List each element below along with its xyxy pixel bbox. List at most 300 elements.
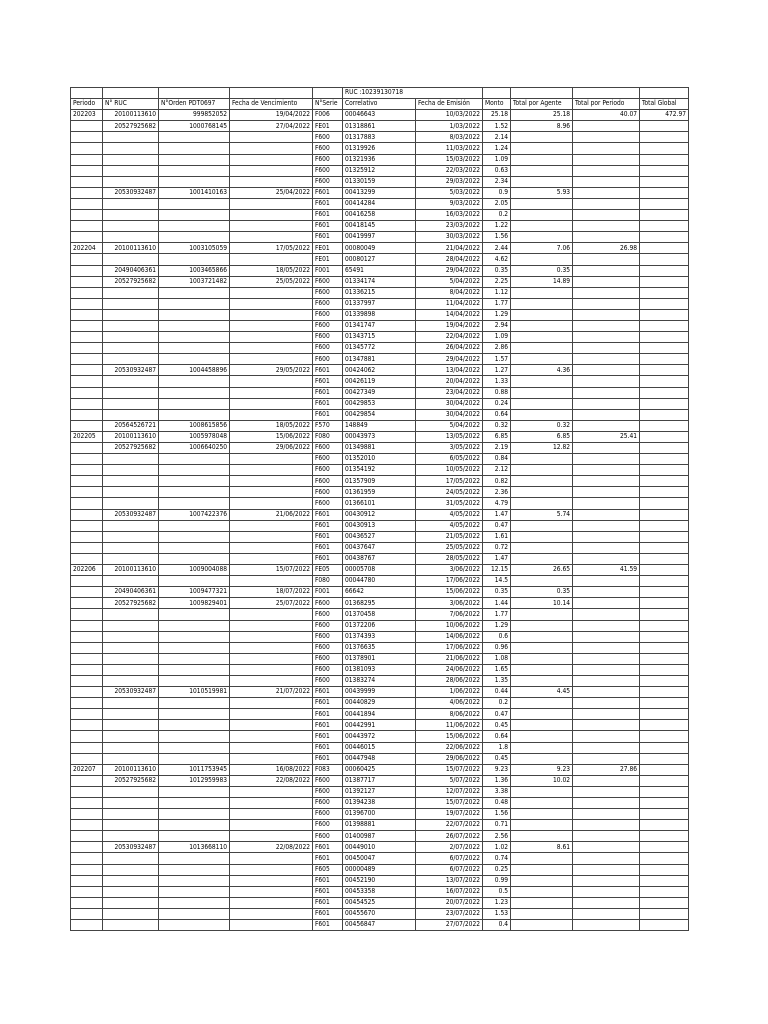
table-cell bbox=[230, 476, 313, 487]
table-cell: 11/04/2022 bbox=[416, 298, 483, 309]
table-cell: 20490406361 bbox=[103, 587, 159, 598]
table-cell: 01366101 bbox=[343, 498, 416, 509]
table-cell bbox=[573, 387, 640, 398]
table-row bbox=[71, 598, 689, 609]
table-cell: 202205 bbox=[71, 431, 103, 442]
table-cell: 00046643 bbox=[343, 110, 416, 121]
table-row bbox=[71, 664, 689, 675]
table-cell bbox=[103, 520, 159, 531]
table-cell bbox=[71, 265, 103, 276]
table-cell bbox=[159, 354, 230, 365]
table-cell bbox=[230, 176, 313, 187]
table-cell: 00000489 bbox=[343, 864, 416, 875]
table-cell: 15/03/2022 bbox=[416, 154, 483, 165]
table-cell bbox=[103, 154, 159, 165]
table-cell: F600 bbox=[313, 675, 343, 686]
table-cell: F600 bbox=[313, 276, 343, 287]
table-cell: 25/07/2022 bbox=[230, 598, 313, 609]
table-cell: F601 bbox=[313, 531, 343, 542]
table-cell: 27/07/2022 bbox=[416, 920, 483, 931]
table-cell bbox=[71, 542, 103, 553]
table-cell bbox=[159, 820, 230, 831]
table-cell bbox=[511, 609, 573, 620]
table-cell bbox=[159, 487, 230, 498]
table-cell bbox=[159, 332, 230, 343]
table-cell bbox=[511, 631, 573, 642]
table-cell bbox=[71, 132, 103, 143]
table-cell bbox=[159, 886, 230, 897]
table-cell: 22/07/2022 bbox=[416, 820, 483, 831]
table-cell: F600 bbox=[313, 487, 343, 498]
table-cell: 2.05 bbox=[483, 198, 511, 209]
table-cell: 01394238 bbox=[343, 798, 416, 809]
table-cell bbox=[640, 609, 689, 620]
table-cell bbox=[71, 698, 103, 709]
table-cell bbox=[103, 487, 159, 498]
column-header: Monto bbox=[483, 99, 511, 110]
table-cell: 1011753945 bbox=[159, 764, 230, 775]
table-cell: 0.64 bbox=[483, 731, 511, 742]
table-cell: FE01 bbox=[313, 121, 343, 132]
table-row bbox=[71, 786, 689, 797]
table-row bbox=[71, 520, 689, 531]
cell bbox=[71, 88, 103, 99]
table-cell: 14/04/2022 bbox=[416, 309, 483, 320]
table-cell: 3.38 bbox=[483, 786, 511, 797]
table-cell bbox=[511, 742, 573, 753]
column-header-row bbox=[71, 99, 689, 110]
table-cell: 00080049 bbox=[343, 243, 416, 254]
table-cell bbox=[511, 542, 573, 553]
table-cell: 21/05/2022 bbox=[416, 531, 483, 542]
table-cell bbox=[230, 698, 313, 709]
table-cell bbox=[71, 587, 103, 598]
table-row bbox=[71, 176, 689, 187]
table-cell: 1.33 bbox=[483, 376, 511, 387]
table-cell bbox=[71, 254, 103, 265]
table-cell: 00419997 bbox=[343, 232, 416, 243]
table-cell bbox=[640, 354, 689, 365]
table-cell: F600 bbox=[313, 798, 343, 809]
table-cell: 21/07/2022 bbox=[230, 687, 313, 698]
table-row bbox=[71, 454, 689, 465]
table-cell: 1009477321 bbox=[159, 587, 230, 598]
table-cell bbox=[573, 443, 640, 454]
table-row bbox=[71, 809, 689, 820]
table-cell: 0.84 bbox=[483, 454, 511, 465]
table-cell bbox=[573, 531, 640, 542]
table-cell bbox=[511, 287, 573, 298]
table-cell bbox=[230, 287, 313, 298]
table-cell bbox=[640, 831, 689, 842]
table-cell: 21/06/2022 bbox=[230, 509, 313, 520]
table-row bbox=[71, 487, 689, 498]
table-cell bbox=[71, 920, 103, 931]
table-cell bbox=[230, 198, 313, 209]
table-cell: 40.07 bbox=[573, 110, 640, 121]
table-cell bbox=[573, 520, 640, 531]
table-cell bbox=[159, 476, 230, 487]
table-cell bbox=[159, 897, 230, 908]
table-cell bbox=[511, 786, 573, 797]
table-cell: 01361959 bbox=[343, 487, 416, 498]
table-cell bbox=[511, 886, 573, 897]
table-cell: 13/04/2022 bbox=[416, 365, 483, 376]
table-cell: F601 bbox=[313, 221, 343, 232]
table-cell bbox=[103, 820, 159, 831]
table-cell: 00060425 bbox=[343, 764, 416, 775]
table-cell bbox=[573, 775, 640, 786]
table-cell: F600 bbox=[313, 454, 343, 465]
table-row bbox=[71, 820, 689, 831]
table-cell: 0.47 bbox=[483, 709, 511, 720]
table-cell: 20100113610 bbox=[103, 431, 159, 442]
table-cell bbox=[573, 698, 640, 709]
table-cell bbox=[230, 886, 313, 897]
table-cell bbox=[640, 509, 689, 520]
table-cell bbox=[573, 498, 640, 509]
table-cell: 9.23 bbox=[483, 764, 511, 775]
table-cell: 0.88 bbox=[483, 387, 511, 398]
table-cell: FE01 bbox=[313, 254, 343, 265]
table-cell: 10.02 bbox=[511, 775, 573, 786]
table-cell bbox=[511, 320, 573, 331]
table-cell bbox=[573, 598, 640, 609]
table-cell: 6/07/2022 bbox=[416, 853, 483, 864]
table-cell: F600 bbox=[313, 786, 343, 797]
table-cell: 0.82 bbox=[483, 476, 511, 487]
table-cell: 14/06/2022 bbox=[416, 631, 483, 642]
table-cell bbox=[640, 121, 689, 132]
table-cell bbox=[640, 243, 689, 254]
column-header: Fecha de Emisión bbox=[416, 99, 483, 110]
table-cell bbox=[640, 409, 689, 420]
table-cell bbox=[103, 232, 159, 243]
table-cell: 00452190 bbox=[343, 875, 416, 886]
table-row bbox=[71, 886, 689, 897]
table-cell: 12.15 bbox=[483, 565, 511, 576]
table-cell: FE05 bbox=[313, 565, 343, 576]
column-header: Total por Periodo bbox=[573, 99, 640, 110]
table-cell bbox=[640, 620, 689, 631]
table-cell bbox=[71, 675, 103, 686]
table-cell: 25.41 bbox=[573, 431, 640, 442]
table-cell: 30/04/2022 bbox=[416, 398, 483, 409]
table-cell: 0.32 bbox=[511, 420, 573, 431]
column-header: N°Serie bbox=[313, 99, 343, 110]
table-cell bbox=[71, 465, 103, 476]
table-cell bbox=[71, 454, 103, 465]
table-cell bbox=[573, 298, 640, 309]
table-cell: 1.53 bbox=[483, 908, 511, 919]
table-cell: 26.98 bbox=[573, 243, 640, 254]
table-cell bbox=[640, 320, 689, 331]
table-cell bbox=[640, 498, 689, 509]
table-cell: 1006640250 bbox=[159, 443, 230, 454]
table-cell: 2.56 bbox=[483, 831, 511, 842]
table-cell bbox=[159, 798, 230, 809]
table-cell: F600 bbox=[313, 165, 343, 176]
table-cell bbox=[230, 798, 313, 809]
table-cell bbox=[573, 853, 640, 864]
table-cell: 25/04/2022 bbox=[230, 187, 313, 198]
table-cell bbox=[71, 853, 103, 864]
table-cell: 00449010 bbox=[343, 842, 416, 853]
table-cell bbox=[640, 154, 689, 165]
table-cell bbox=[511, 897, 573, 908]
table-cell bbox=[230, 542, 313, 553]
table-cell bbox=[511, 853, 573, 864]
table-cell bbox=[159, 232, 230, 243]
table-cell bbox=[71, 809, 103, 820]
table-cell: 1001410163 bbox=[159, 187, 230, 198]
table-cell bbox=[103, 853, 159, 864]
table-cell bbox=[511, 720, 573, 731]
table-cell: 8/04/2022 bbox=[416, 287, 483, 298]
table-cell: 2.36 bbox=[483, 487, 511, 498]
table-cell bbox=[71, 476, 103, 487]
table-cell bbox=[511, 476, 573, 487]
table-cell bbox=[640, 853, 689, 864]
table-cell: FE01 bbox=[313, 243, 343, 254]
table-row bbox=[71, 254, 689, 265]
table-cell: 00441894 bbox=[343, 709, 416, 720]
table-cell bbox=[640, 742, 689, 753]
table-cell bbox=[640, 809, 689, 820]
table-cell bbox=[511, 698, 573, 709]
table-cell: 2.14 bbox=[483, 132, 511, 143]
table-cell bbox=[71, 498, 103, 509]
table-row bbox=[71, 675, 689, 686]
table-cell: 00443972 bbox=[343, 731, 416, 742]
table-cell: F600 bbox=[313, 664, 343, 675]
table-cell: 01321936 bbox=[343, 154, 416, 165]
table-cell bbox=[103, 809, 159, 820]
table-cell: 1.35 bbox=[483, 675, 511, 686]
table-cell: F600 bbox=[313, 598, 343, 609]
table-cell bbox=[640, 675, 689, 686]
table-row bbox=[71, 376, 689, 387]
table-cell bbox=[640, 398, 689, 409]
table-cell: F001 bbox=[313, 587, 343, 598]
table-row bbox=[71, 332, 689, 343]
table-cell: F600 bbox=[313, 775, 343, 786]
table-cell: 1.02 bbox=[483, 842, 511, 853]
table-cell: 19/04/2022 bbox=[230, 110, 313, 121]
table-cell: 0.47 bbox=[483, 520, 511, 531]
table-cell: 12/07/2022 bbox=[416, 786, 483, 797]
table-cell bbox=[71, 831, 103, 842]
table-cell: 6/05/2022 bbox=[416, 454, 483, 465]
table-cell bbox=[103, 786, 159, 797]
table-cell: 4.36 bbox=[511, 365, 573, 376]
table-cell: 0.9 bbox=[483, 187, 511, 198]
table-cell bbox=[640, 764, 689, 775]
table-cell bbox=[511, 553, 573, 564]
table-cell: 472.97 bbox=[640, 110, 689, 121]
table-cell bbox=[71, 520, 103, 531]
table-cell: 2.19 bbox=[483, 443, 511, 454]
report-table-body bbox=[71, 88, 689, 931]
table-row bbox=[71, 509, 689, 520]
table-cell: 30/03/2022 bbox=[416, 232, 483, 243]
table-cell bbox=[103, 198, 159, 209]
table-cell bbox=[640, 387, 689, 398]
table-row bbox=[71, 753, 689, 764]
table-cell: F006 bbox=[313, 110, 343, 121]
table-cell: 999852052 bbox=[159, 110, 230, 121]
table-cell: 1003721482 bbox=[159, 276, 230, 287]
table-cell bbox=[103, 620, 159, 631]
table-cell: F601 bbox=[313, 742, 343, 753]
table-cell bbox=[230, 409, 313, 420]
table-cell: F080 bbox=[313, 431, 343, 442]
table-cell bbox=[71, 775, 103, 786]
table-cell bbox=[511, 798, 573, 809]
column-header: Correlativo bbox=[343, 99, 416, 110]
table-cell bbox=[103, 653, 159, 664]
table-cell: F601 bbox=[313, 897, 343, 908]
table-cell bbox=[230, 232, 313, 243]
table-cell bbox=[103, 720, 159, 731]
table-cell bbox=[511, 254, 573, 265]
table-cell bbox=[159, 664, 230, 675]
table-cell bbox=[640, 343, 689, 354]
table-cell: 1007422376 bbox=[159, 509, 230, 520]
table-cell: 26.65 bbox=[511, 565, 573, 576]
table-cell bbox=[103, 542, 159, 553]
table-cell bbox=[159, 864, 230, 875]
table-cell: 7/06/2022 bbox=[416, 609, 483, 620]
table-cell: 00043973 bbox=[343, 431, 416, 442]
table-cell bbox=[640, 265, 689, 276]
table-cell: F601 bbox=[313, 376, 343, 387]
table-cell: 00424062 bbox=[343, 365, 416, 376]
table-cell bbox=[71, 387, 103, 398]
table-cell: 1.56 bbox=[483, 232, 511, 243]
table-cell bbox=[511, 221, 573, 232]
table-cell bbox=[103, 343, 159, 354]
table-cell: 0.99 bbox=[483, 875, 511, 886]
table-cell bbox=[640, 232, 689, 243]
table-cell: F601 bbox=[313, 853, 343, 864]
table-cell bbox=[71, 631, 103, 642]
table-row bbox=[71, 653, 689, 664]
ruc-header-row bbox=[71, 88, 689, 99]
column-header: Periodo bbox=[71, 99, 103, 110]
table-cell bbox=[573, 332, 640, 343]
table-cell: 23/03/2022 bbox=[416, 221, 483, 232]
table-cell: 4.45 bbox=[511, 687, 573, 698]
table-cell: 8.61 bbox=[511, 842, 573, 853]
table-cell bbox=[640, 443, 689, 454]
table-cell: 01341747 bbox=[343, 320, 416, 331]
table-cell bbox=[511, 531, 573, 542]
table-cell bbox=[159, 409, 230, 420]
table-cell: 00416258 bbox=[343, 210, 416, 221]
table-cell: F600 bbox=[313, 465, 343, 476]
table-cell: 23/07/2022 bbox=[416, 908, 483, 919]
table-cell bbox=[159, 908, 230, 919]
table-cell bbox=[103, 609, 159, 620]
table-cell bbox=[71, 720, 103, 731]
table-row bbox=[71, 542, 689, 553]
table-cell: 00005708 bbox=[343, 565, 416, 576]
table-cell: 01330159 bbox=[343, 176, 416, 187]
table-cell bbox=[573, 509, 640, 520]
table-cell: 20100113610 bbox=[103, 764, 159, 775]
column-header: N°Orden PDT0697 bbox=[159, 99, 230, 110]
table-cell: 20527925682 bbox=[103, 443, 159, 454]
table-cell bbox=[230, 875, 313, 886]
table-cell bbox=[640, 576, 689, 587]
table-row bbox=[71, 409, 689, 420]
table-cell: 0.25 bbox=[483, 864, 511, 875]
table-cell bbox=[573, 886, 640, 897]
table-cell: 1.09 bbox=[483, 332, 511, 343]
table-cell bbox=[230, 354, 313, 365]
table-cell: 28/04/2022 bbox=[416, 254, 483, 265]
table-cell: F001 bbox=[313, 265, 343, 276]
table-cell bbox=[71, 897, 103, 908]
table-cell: 1.8 bbox=[483, 742, 511, 753]
table-row bbox=[71, 243, 689, 254]
table-cell bbox=[159, 920, 230, 931]
table-cell: 1009829401 bbox=[159, 598, 230, 609]
table-cell bbox=[640, 487, 689, 498]
table-cell: F600 bbox=[313, 476, 343, 487]
table-cell: F600 bbox=[313, 609, 343, 620]
table-cell bbox=[511, 642, 573, 653]
table-cell bbox=[511, 176, 573, 187]
table-cell: 22/04/2022 bbox=[416, 332, 483, 343]
table-cell: 20564526721 bbox=[103, 420, 159, 431]
table-cell bbox=[640, 786, 689, 797]
table-cell bbox=[71, 210, 103, 221]
table-cell bbox=[71, 609, 103, 620]
table-cell: 00439999 bbox=[343, 687, 416, 698]
table-cell: 0.35 bbox=[483, 587, 511, 598]
table-cell bbox=[640, 864, 689, 875]
table-cell bbox=[230, 831, 313, 842]
table-cell: 01374393 bbox=[343, 631, 416, 642]
table-row bbox=[71, 265, 689, 276]
table-cell bbox=[159, 609, 230, 620]
table-cell: 20100113610 bbox=[103, 243, 159, 254]
table-cell bbox=[230, 320, 313, 331]
table-cell bbox=[159, 165, 230, 176]
table-row bbox=[71, 465, 689, 476]
table-cell: 00447948 bbox=[343, 753, 416, 764]
table-cell bbox=[71, 576, 103, 587]
table-cell: 01345772 bbox=[343, 343, 416, 354]
table-cell bbox=[159, 875, 230, 886]
table-cell: F601 bbox=[313, 398, 343, 409]
table-cell bbox=[573, 920, 640, 931]
table-cell: F600 bbox=[313, 498, 343, 509]
table-cell: F600 bbox=[313, 132, 343, 143]
table-cell bbox=[573, 254, 640, 265]
table-cell bbox=[71, 653, 103, 664]
table-cell: 22/08/2022 bbox=[230, 842, 313, 853]
table-cell: 29/06/2022 bbox=[230, 443, 313, 454]
table-cell bbox=[71, 376, 103, 387]
table-cell bbox=[230, 753, 313, 764]
table-cell bbox=[159, 542, 230, 553]
table-cell bbox=[230, 620, 313, 631]
cell bbox=[313, 88, 343, 99]
table-cell bbox=[573, 343, 640, 354]
